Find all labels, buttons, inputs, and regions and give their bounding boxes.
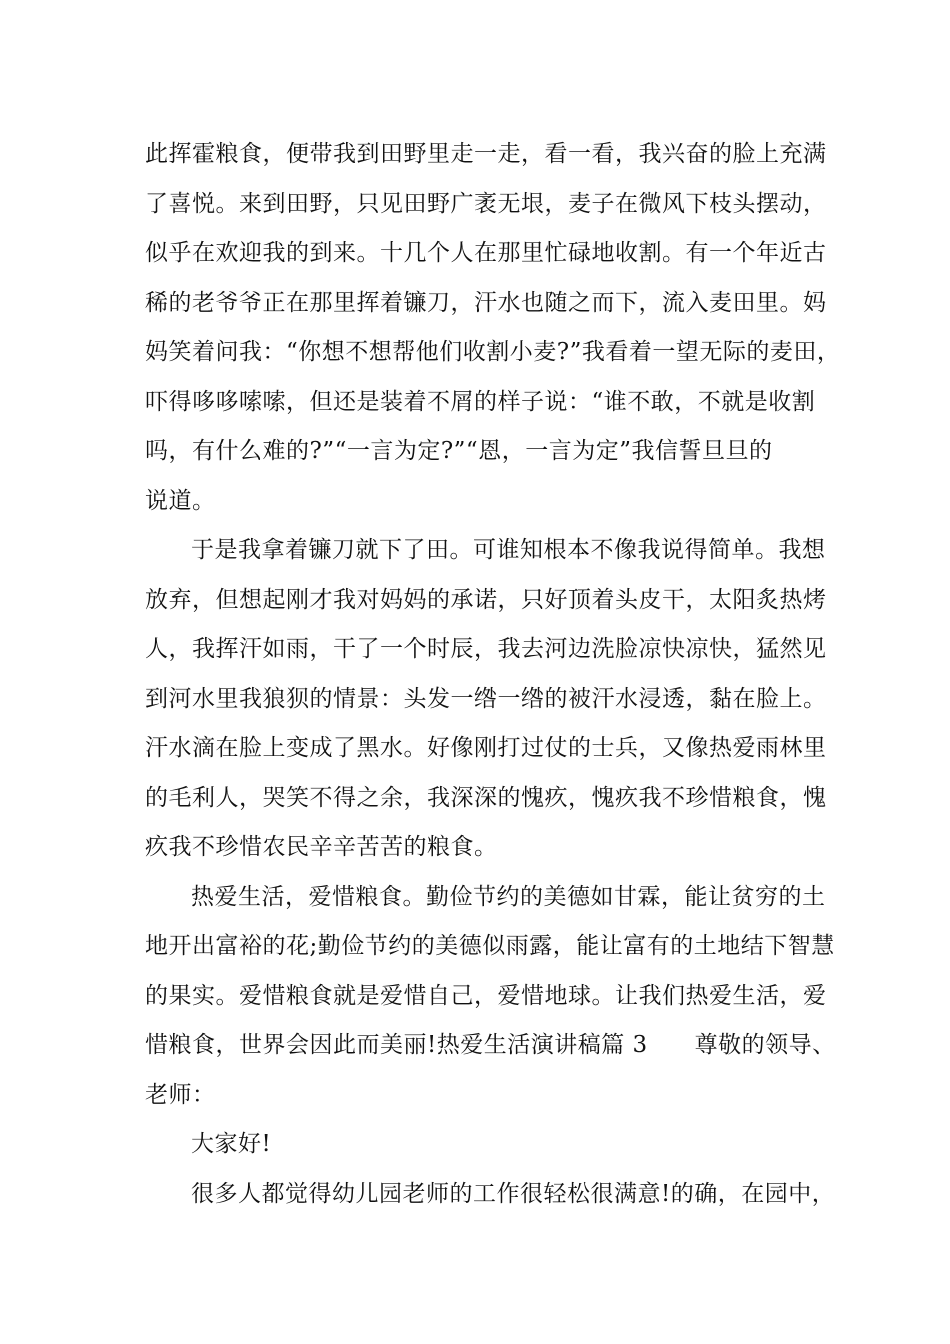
text-line: 老师：: [145, 1081, 216, 1108]
text-line: 到河水里我狼狈的情景：头发一绺一绺的被汗水浸透，黏在脸上。: [145, 685, 827, 712]
text-line: 吗，有什么难的?”“一言为定?”“恩，一言为定”我信誓旦旦的: [145, 438, 773, 464]
document-body: [145, 130, 841, 1219]
text-line: 似乎在欢迎我的到来。十几个人在那里忙碌地收割。有一个年近古: [145, 240, 827, 266]
text-line: 的果实。爱惜粮食就是爱惜自己，爱惜地球。让我们热爱生活，爱: [145, 982, 827, 1009]
text-line: 疚我不珍惜农民辛辛苦苦的粮食。: [145, 834, 498, 860]
text-line: 人，我挥汗如雨，干了一个时辰，我去河边洗脸凉快凉快，猛然见: [145, 636, 827, 662]
text-line: 说道。: [145, 487, 216, 514]
paragraph-start-line: 很多人都觉得幼儿园老师的工作很轻松很满意!的确，在园中，: [191, 1180, 836, 1207]
text-line: 稀的老爷爷正在那里挥着镰刀，汗水也随之而下，流入麦田里。妈: [145, 289, 827, 316]
text-line: 地开出富裕的花;勤俭节约的美德似雨露，能让富有的土地结下智慧: [145, 933, 835, 959]
text-line: 了喜悦。来到田野，只见田野广袤无垠，麦子在微风下枝头摆动，: [145, 190, 827, 217]
text-line: 放弃，但想起刚才我对妈妈的承诺，只好顶着头皮干，太阳炙热烤: [145, 586, 827, 613]
text-line: 此挥霍粮食，便带我到田野里走一走，看一看，我兴奋的脸上充满: [145, 141, 827, 167]
text-line: 惜粮食，世界会因此而美丽!热爱生活演讲稿篇 3 尊敬的领导、: [145, 1032, 836, 1058]
text-line: 妈笑着问我：“你想不想帮他们收割小麦?”我看着一望无际的麦田，: [145, 339, 841, 365]
paragraph-start-line: 热爱生活，爱惜粮食。勤俭节约的美德如甘霖，能让贫穷的土: [191, 883, 826, 910]
text-line: 的毛利人，哭笑不得之余，我深深的愧疚，愧疚我不珍惜粮食，愧: [145, 784, 827, 811]
paragraph-start-line: 于是我拿着镰刀就下了田。可谁知根本不像我说得简单。我想: [191, 537, 826, 563]
paragraph-start-line: 大家好!: [191, 1131, 272, 1157]
text-line: 吓得哆哆嗦嗦，但还是装着不屑的样子说：“谁不敢，不就是收割: [145, 388, 816, 415]
text-line: 汗水滴在脸上变成了黑水。好像刚打过仗的士兵，又像热爱雨林里: [145, 735, 827, 761]
